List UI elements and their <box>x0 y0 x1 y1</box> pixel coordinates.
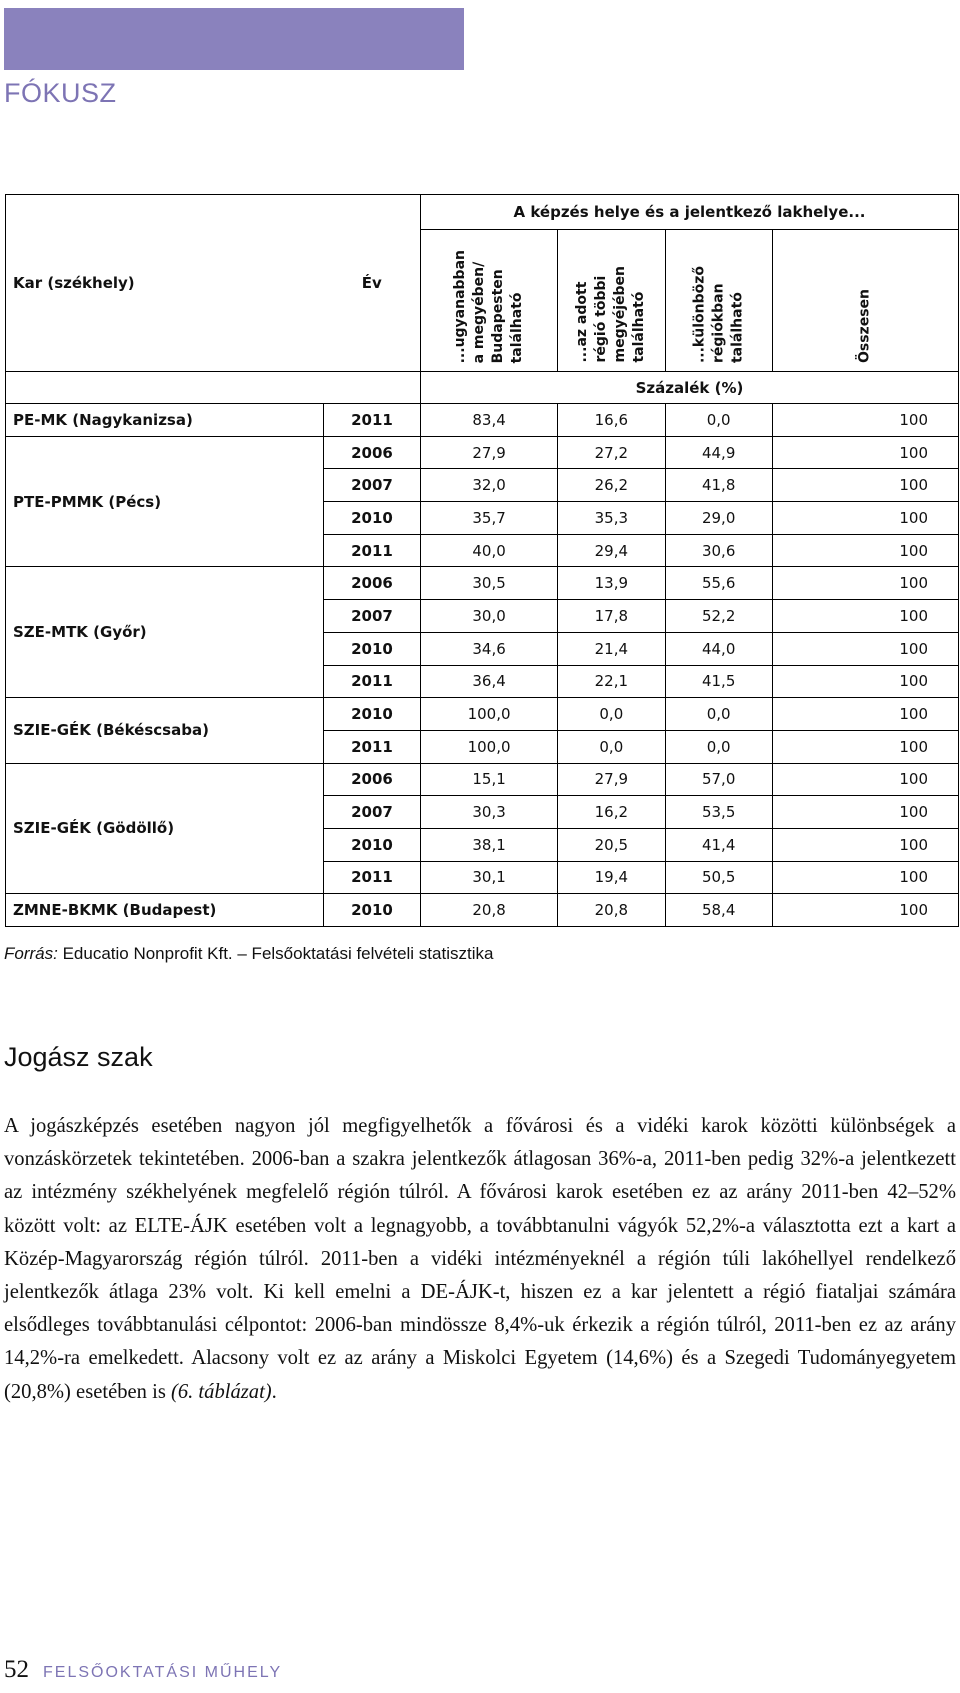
value-cell-c: 44,9 <box>665 436 772 469</box>
value-cell-c: 57,0 <box>665 763 772 796</box>
value-cell-t: 100 <box>772 567 958 600</box>
kar-header: Kar (székhely) <box>6 195 324 372</box>
ev-cell: 2010 <box>324 698 421 731</box>
value-cell-b: 13,9 <box>558 567 665 600</box>
ev-cell: 2010 <box>324 632 421 665</box>
ev-cell: 2010 <box>324 502 421 535</box>
value-cell-t: 100 <box>772 665 958 698</box>
col-total-header <box>772 230 958 372</box>
page-number: 52 <box>4 1656 29 1683</box>
value-cell-c: 50,5 <box>665 861 772 894</box>
value-cell-c: 30,6 <box>665 534 772 567</box>
section-label: FÓKUSZ <box>4 78 117 108</box>
value-cell-b: 20,5 <box>558 828 665 861</box>
source-text: Educatio Nonprofit Kft. – Felsőoktatási felvételi statisztika <box>57 944 494 963</box>
value-cell-c: 41,5 <box>665 665 772 698</box>
paragraph-text: A jogászképzés esetében nagyon jól megfigyelhetők a fővárosi és a vidéki karok közötti különbségek a vonzáskörzetek tekintetében. 2006-ban a szakra jelentkezők átlagosan 36%-a, 2011-ben pedig 32%-a jelentkezett az intézmény székhelyének megfelelő régión túlról. A fővárosi karok esetében ez az arány 2011-ben 42–52% között volt: az ELTE-ÁJK esetében volt a legnagyobb, a továbbtanulni vágyók 52,2%-a választotta ezt a kart a Közép-Magyarország régión túlról. 2011-ben a vidéki intézményeknél a régión túli lakóhellyel rendelkező jelentkezők átlaga 23% volt. Ki kell emelni a DE-ÁJK-t, hiszen ez a kar jelentett a régió fiataljai számára elsődleges továbbtanulási célpontot: 2006-ban mindössze 8,4%-uk érkezik a régión túlról, 2011-ben ez az arány 14,2%-ra emelkedett. Alacsony volt ez az arány a Miskolci Egyetem (14,6%) és a Szegedi Tudományegyetem (20,8%) esetében is <box>4 1115 956 1403</box>
value-cell-b: 21,4 <box>558 632 665 665</box>
table-row <box>6 436 959 469</box>
group-header: A képzés helye és a jelentkező lakhelye... <box>421 195 959 230</box>
value-cell-t: 100 <box>772 404 958 437</box>
value-cell-a: 38,1 <box>421 828 558 861</box>
value-cell-c: 58,4 <box>665 894 772 927</box>
value-cell-b: 19,4 <box>558 861 665 894</box>
value-cell-b: 26,2 <box>558 469 665 502</box>
section-heading: Jogász szak <box>4 1042 153 1072</box>
ev-header: Év <box>324 195 421 372</box>
value-cell-t: 100 <box>772 730 958 763</box>
value-cell-c: 0,0 <box>665 698 772 731</box>
value-cell-a: 100,0 <box>421 698 558 731</box>
value-cell-t: 100 <box>772 632 958 665</box>
col-b-header <box>558 230 665 372</box>
value-cell-a: 35,7 <box>421 502 558 535</box>
ev-cell: 2011 <box>324 730 421 763</box>
value-cell-t: 100 <box>772 894 958 927</box>
value-cell-t: 100 <box>772 796 958 829</box>
source-note <box>4 944 493 964</box>
ev-cell: 2006 <box>324 763 421 796</box>
value-cell-a: 30,0 <box>421 600 558 633</box>
value-cell-b: 27,9 <box>558 763 665 796</box>
ev-cell: 2007 <box>324 469 421 502</box>
ev-cell: 2007 <box>324 796 421 829</box>
ev-cell: 2010 <box>324 828 421 861</box>
value-cell-t: 100 <box>772 600 958 633</box>
value-cell-b: 29,4 <box>558 534 665 567</box>
col-c-label: ...különböző régiókban található <box>691 265 746 363</box>
paragraph-end: . <box>271 1380 277 1403</box>
table-reference: (6. táblázat) <box>170 1380 272 1403</box>
value-cell-a: 40,0 <box>421 534 558 567</box>
value-cell-t: 100 <box>772 502 958 535</box>
kar-cell: PTE-PMMK (Pécs) <box>6 436 324 567</box>
value-cell-b: 27,2 <box>558 436 665 469</box>
ev-cell: 2006 <box>324 567 421 600</box>
col-c-header <box>665 230 772 372</box>
unit-row <box>6 372 959 404</box>
value-cell-a: 32,0 <box>421 469 558 502</box>
value-cell-a: 20,8 <box>421 894 558 927</box>
value-cell-a: 27,9 <box>421 436 558 469</box>
value-cell-b: 17,8 <box>558 600 665 633</box>
value-cell-t: 100 <box>772 763 958 796</box>
kar-cell: SZIE-GÉK (Gödöllő) <box>6 763 324 894</box>
value-cell-c: 0,0 <box>665 404 772 437</box>
value-cell-a: 83,4 <box>421 404 558 437</box>
table-row <box>6 404 959 437</box>
col-total-label: Összesen <box>856 288 873 363</box>
value-cell-b: 0,0 <box>558 730 665 763</box>
kar-cell: SZE-MTK (Győr) <box>6 567 324 698</box>
table-row <box>6 567 959 600</box>
value-cell-c: 41,4 <box>665 828 772 861</box>
ev-cell: 2010 <box>324 894 421 927</box>
value-cell-a: 34,6 <box>421 632 558 665</box>
value-cell-b: 16,2 <box>558 796 665 829</box>
value-cell-b: 0,0 <box>558 698 665 731</box>
value-cell-b: 16,6 <box>558 404 665 437</box>
journal-name: FELSŐOKTATÁSI MŰHELY <box>43 1664 283 1681</box>
unit-blank <box>6 372 324 404</box>
unit-label: Százalék (%) <box>421 372 959 404</box>
table-row <box>6 894 959 927</box>
data-table <box>5 194 959 927</box>
value-cell-c: 29,0 <box>665 502 772 535</box>
value-cell-t: 100 <box>772 861 958 894</box>
value-cell-b: 22,1 <box>558 665 665 698</box>
value-cell-c: 41,8 <box>665 469 772 502</box>
kar-cell: PE-MK (Nagykanizsa) <box>6 404 324 437</box>
value-cell-b: 20,8 <box>558 894 665 927</box>
value-cell-a: 15,1 <box>421 763 558 796</box>
value-cell-t: 100 <box>772 698 958 731</box>
header-color-bar <box>4 8 464 70</box>
value-cell-c: 44,0 <box>665 632 772 665</box>
value-cell-b: 35,3 <box>558 502 665 535</box>
value-cell-a: 30,1 <box>421 861 558 894</box>
ev-cell: 2011 <box>324 404 421 437</box>
value-cell-t: 100 <box>772 534 958 567</box>
body-paragraph <box>4 1110 956 1409</box>
value-cell-a: 100,0 <box>421 730 558 763</box>
table-header-row <box>6 195 959 230</box>
value-cell-c: 55,6 <box>665 567 772 600</box>
ev-cell: 2006 <box>324 436 421 469</box>
value-cell-a: 36,4 <box>421 665 558 698</box>
ev-cell: 2011 <box>324 665 421 698</box>
source-label: Forrás: <box>4 944 58 963</box>
page-footer <box>4 1656 282 1684</box>
table-row <box>6 763 959 796</box>
value-cell-t: 100 <box>772 469 958 502</box>
kar-cell: SZIE-GÉK (Békéscsaba) <box>6 698 324 763</box>
unit-blank <box>324 372 421 404</box>
value-cell-c: 53,5 <box>665 796 772 829</box>
value-cell-a: 30,3 <box>421 796 558 829</box>
value-cell-a: 30,5 <box>421 567 558 600</box>
kar-cell: ZMNE-BKMK (Budapest) <box>6 894 324 927</box>
col-a-header <box>421 230 558 372</box>
col-b-label: ...az adott régió többi megyéjében található <box>574 266 648 363</box>
col-a-label: ...ugyanabban a megyében/ Budapesten található <box>452 249 526 363</box>
value-cell-t: 100 <box>772 436 958 469</box>
value-cell-c: 0,0 <box>665 730 772 763</box>
table-row <box>6 698 959 731</box>
ev-cell: 2011 <box>324 534 421 567</box>
value-cell-c: 52,2 <box>665 600 772 633</box>
ev-cell: 2007 <box>324 600 421 633</box>
value-cell-t: 100 <box>772 828 958 861</box>
ev-cell: 2011 <box>324 861 421 894</box>
